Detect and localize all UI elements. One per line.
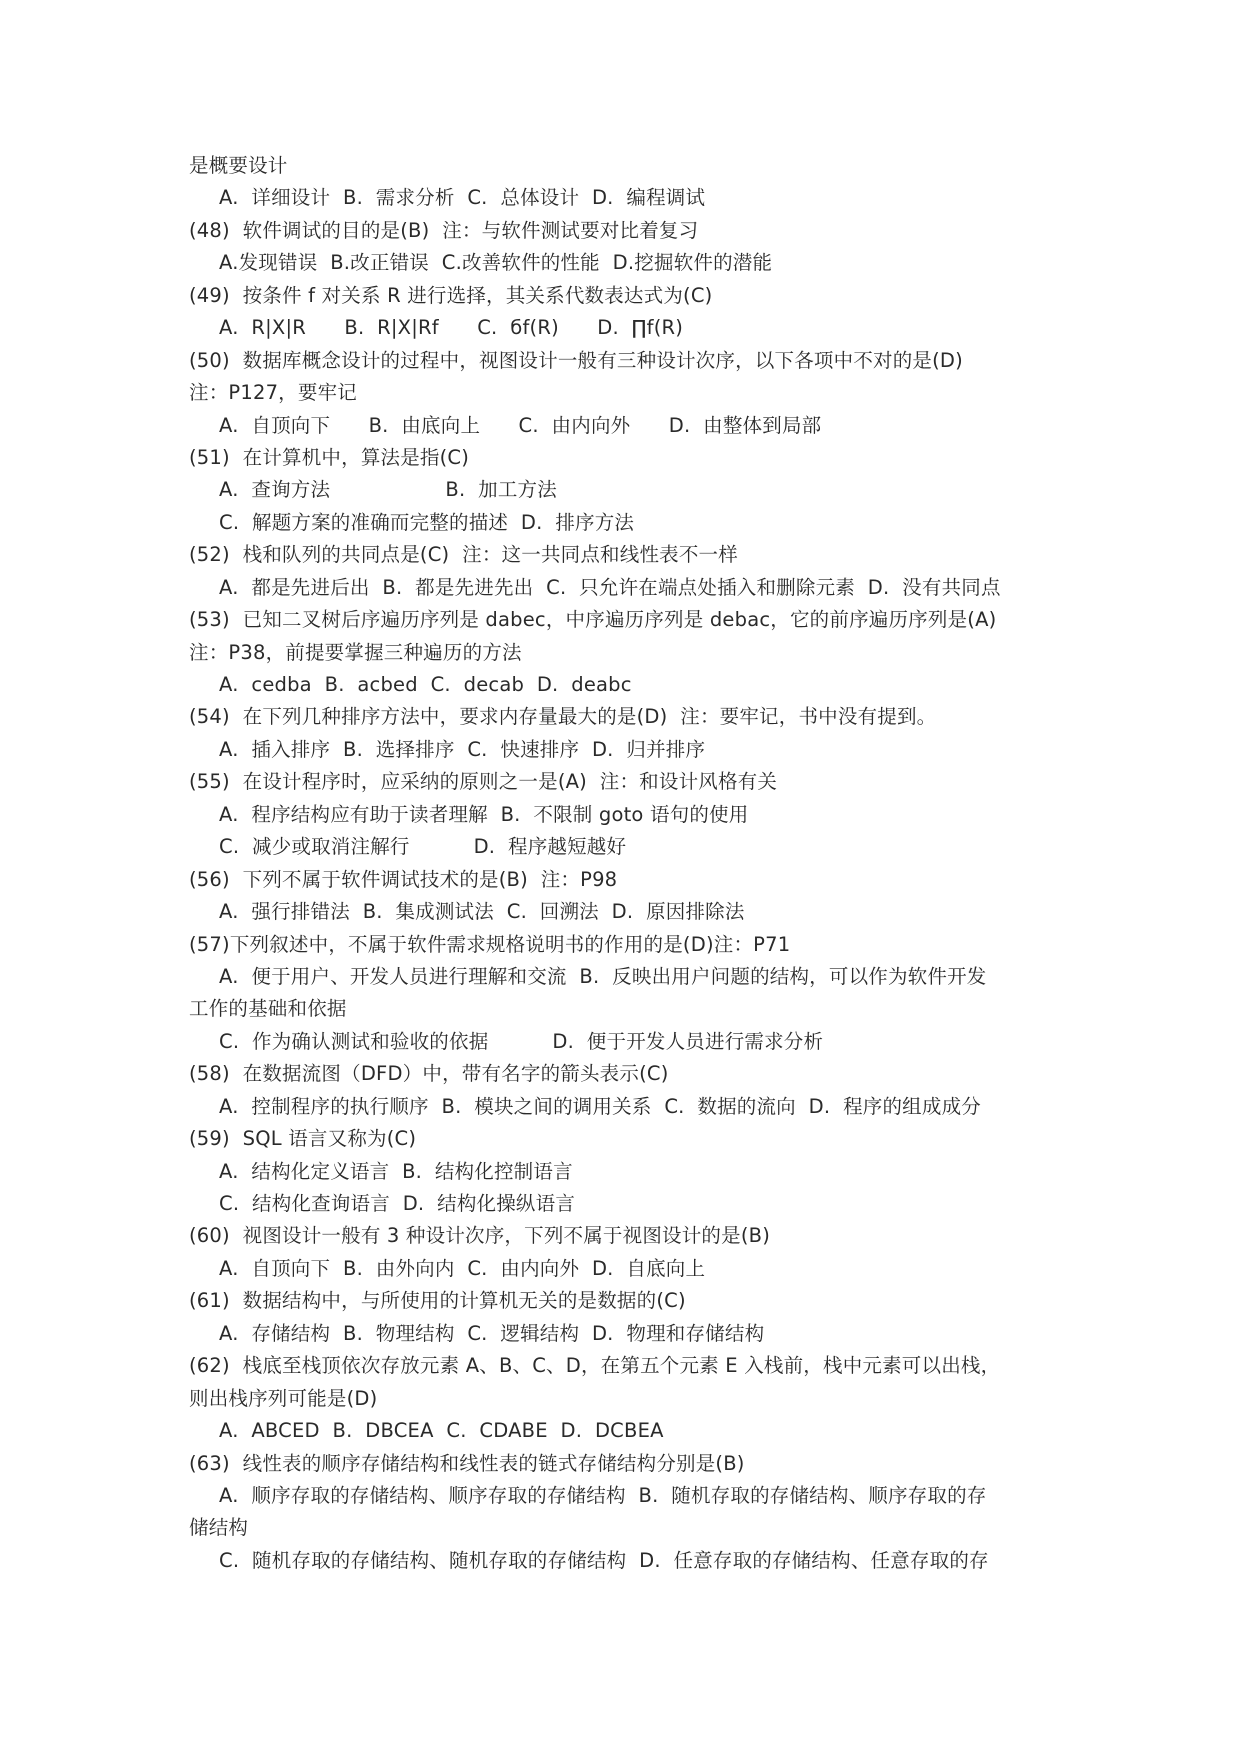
question-line: (54) 在下列几种排序方法中，要求内存量最大的是(D) 注：要牢记，书中没有提到。 — [189, 705, 937, 729]
answer-options-line: A. 查询方法 B. 加工方法 — [219, 478, 557, 502]
answer-options-line: A. 顺序存取的存储结构、顺序存取的存储结构 B. 随机存取的存储结构、顺序存取的存 — [219, 1483, 987, 1507]
answer-options-line: A. R|X|R B. R|X|Rf C. бf(R) D. ∏f(R) — [219, 316, 684, 340]
question-line: 工作的基础和依据 — [189, 997, 347, 1021]
question-line: (59) SQL 语言又称为(C) — [189, 1127, 417, 1151]
question-line: 是概要设计 — [189, 154, 288, 177]
answer-options-line: A. 插入排序 B. 选择排序 C. 快速排序 D. 归并排序 — [219, 737, 706, 761]
question-line: 储结构 — [189, 1516, 249, 1540]
question-line: (48) 软件调试的目的是(B) 注：与软件测试要对比着复习 — [189, 218, 699, 242]
question-line: 注：P127，要牢记 — [189, 381, 357, 405]
answer-options-line: A. 都是先进后出 B. 都是先进先出 C. 只允许在端点处插入和删除元素 D. 没有共同点 — [219, 575, 1001, 599]
question-line: (62) 栈底至栈顶依次存放元素 A、B、C、D，在第五个元素 E 入栈前，栈中元素可以出栈， — [189, 1354, 1001, 1378]
answer-options-line: A. 控制程序的执行顺序 B. 模块之间的调用关系 C. 数据的流向 D. 程序的组成成分 — [219, 1094, 981, 1118]
question-line: (63) 线性表的顺序存储结构和线性表的链式存储结构分别是(B) — [189, 1451, 745, 1475]
question-line: (56) 下列不属于软件调试技术的是(B) 注：P98 — [189, 867, 618, 891]
answer-options-line: A. cedba B. acbed C. decab D. deabc — [219, 673, 632, 696]
document-page — [189, 150, 1069, 1577]
answer-options-line: A. 便于用户、开发人员进行理解和交流 B. 反映出用户问题的结构，可以作为软件开发 — [219, 964, 987, 988]
question-line: (61) 数据结构中，与所使用的计算机无关的是数据的(C) — [189, 1289, 686, 1313]
answer-options-line: A. 详细设计 B. 需求分析 C. 总体设计 D. 编程调试 — [219, 186, 706, 210]
question-line: (50) 数据库概念设计的过程中，视图设计一般有三种设计次序，以下各项中不对的是(D) — [189, 348, 963, 372]
question-line: (57)下列叙述中，不属于软件需求规格说明书的作用的是(D)注：P71 — [189, 932, 791, 956]
answer-options-line: A. 程序结构应有助于读者理解 B. 不限制 goto 语句的使用 — [219, 802, 749, 826]
question-line: 则出栈序列可能是(D) — [189, 1386, 378, 1410]
answer-options-line: C. 解题方案的准确而完整的描述 D. 排序方法 — [219, 510, 635, 534]
question-line: (55) 在设计程序时，应采纳的原则之一是(A) 注：和设计风格有关 — [189, 770, 778, 794]
question-line: (60) 视图设计一般有 3 种设计次序，下列不属于视图设计的是(B) — [189, 1224, 771, 1248]
answer-options-line: A. 存储结构 B. 物理结构 C. 逻辑结构 D. 物理和存储结构 — [219, 1321, 765, 1345]
answer-options-line: A. 自顶向下 B. 由外向内 C. 由内向外 D. 自底向上 — [219, 1256, 706, 1280]
answer-options-line: C. 结构化查询语言 D. 结构化操纵语言 — [219, 1192, 576, 1215]
answer-options-line: A. ABCED B. DBCEA C. CDABE D. DCBEA — [219, 1419, 664, 1443]
question-line: (49) 按条件 f 对关系 R 进行选择，其关系代数表达式为(C) — [189, 283, 713, 307]
answer-options-line: A. 自顶向下 B. 由底向上 C. 由内向外 D. 由整体到局部 — [219, 413, 822, 437]
answer-options-line: C. 随机存取的存储结构、随机存取的存储结构 D. 任意存取的存储结构、任意存取的存 — [219, 1548, 989, 1572]
question-line: (52) 栈和队列的共同点是(C) 注：这一共同点和线性表不一样 — [189, 543, 738, 567]
answer-options-line: C. 作为确认测试和验收的依据 D. 便于开发人员进行需求分析 — [219, 1029, 824, 1053]
question-line: (51) 在计算机中，算法是指(C) — [189, 445, 470, 469]
answer-options-line: C. 减少或取消注解行 D. 程序越短越好 — [219, 835, 627, 859]
answer-options-line: A. 结构化定义语言 B. 结构化控制语言 — [219, 1159, 573, 1183]
answer-options-line: A. 强行排错法 B. 集成测试法 C. 回溯法 D. 原因排除法 — [219, 900, 745, 924]
question-line: (53) 已知二叉树后序遍历序列是 dabec，中序遍历序列是 debac，它的前序遍历序列是(A) — [189, 608, 997, 632]
answer-options-line: A.发现错误 B.改正错误 C.改善软件的性能 D.挖掘软件的潜能 — [219, 251, 773, 275]
question-line: (58) 在数据流图（DFD）中，带有名字的箭头表示(C) — [189, 1062, 669, 1086]
question-line: 注：P38，前提要掌握三种遍历的方法 — [189, 640, 522, 664]
